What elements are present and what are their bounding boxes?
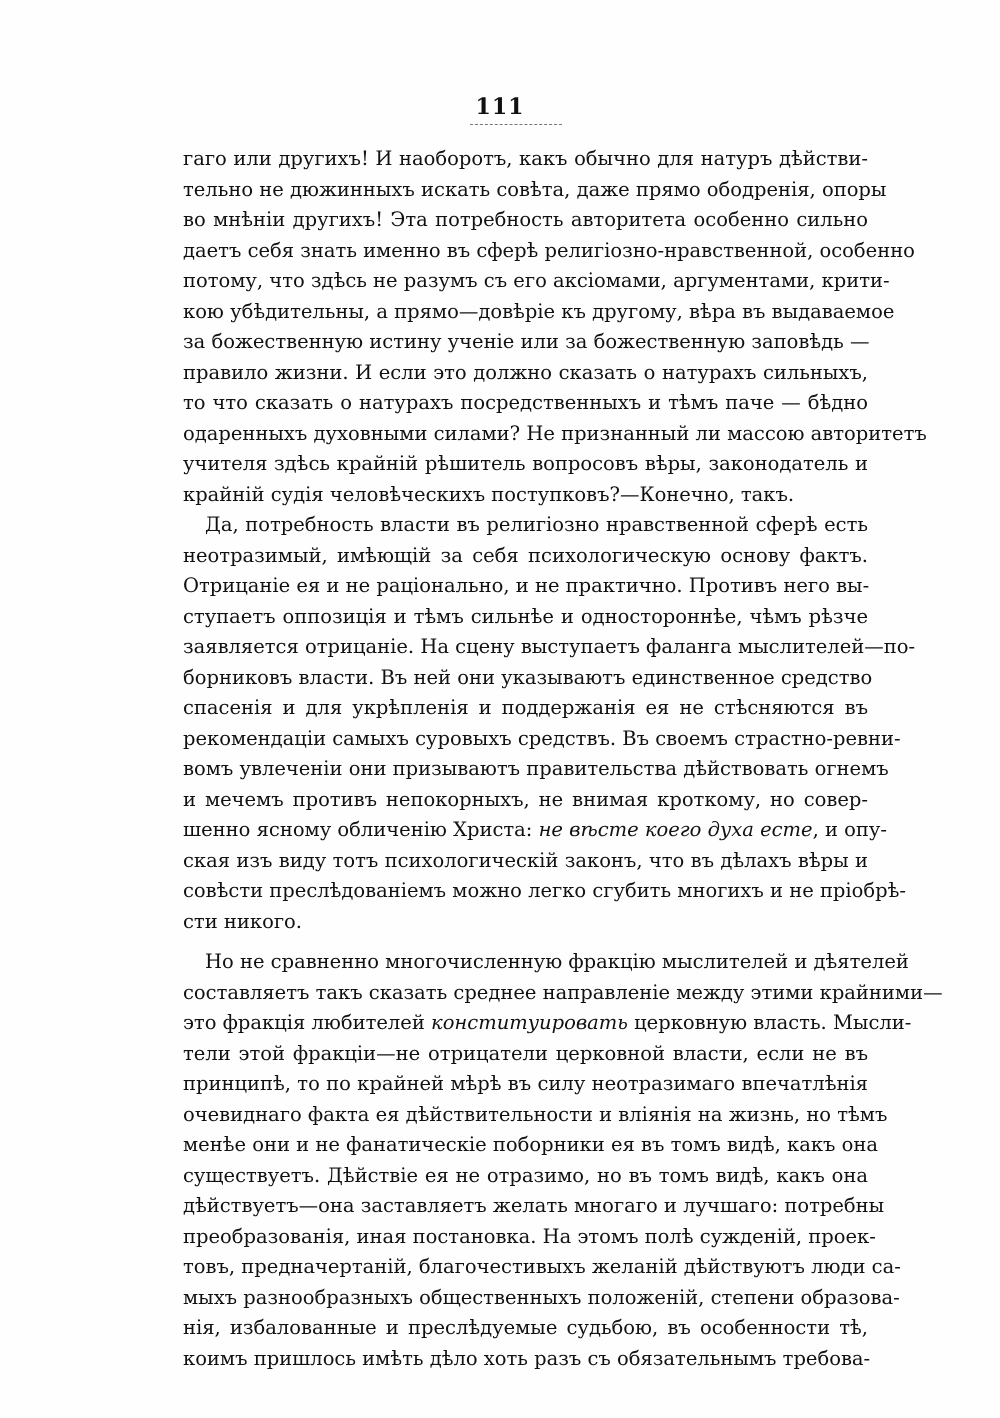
body-text: [183, 144, 943, 1374]
text-line: Отрицаніе ея и не раціонально, и не практично. Противъ него вы-: [183, 574, 870, 597]
text-line: дѣйствуетъ—она заставляетъ желать многаго и лучшаго: потребны: [183, 1194, 885, 1217]
text-line: преобразованія, иная постановка. На этомъ полѣ сужденій, проек-: [183, 1224, 876, 1248]
text-line: ступаетъ оппозиція и тѣмъ сильнѣе и одностороннѣе, чѣмъ рѣзче: [183, 604, 868, 628]
text-line: неотразимый, имѣющій за себя психологическую основу фактъ.: [183, 543, 868, 567]
paragraph-1: [183, 144, 927, 510]
text-line: то что сказать о натурахъ посредственныхъ и тѣмъ паче — бѣдно: [183, 391, 868, 414]
paragraph-3: [183, 947, 943, 1374]
italic-term: конституировать: [431, 1011, 628, 1034]
text-line: составляетъ такъ сказать среднее направленіе между этими крайними—: [183, 980, 943, 1004]
text-line: тели этой фракціи—не отрицатели церковной власти, если не въ: [183, 1041, 868, 1065]
text-line: сти никого.: [183, 909, 302, 933]
text-line: правило жизни. И если это должно сказать о натурахъ сильныхъ,: [183, 360, 868, 384]
text-line: заявляется отрицаніе. На сцену выступаетъ фаланга мыслителей—по-: [183, 635, 916, 658]
text-line: принципѣ, то по крайней мѣрѣ въ силу неотразимаго впечатлѣнія: [183, 1072, 868, 1095]
text-line: ская изъ виду тотъ психологическій законъ, что въ дѣлахъ вѣры и: [183, 848, 868, 872]
text-line: учителя здѣсь крайній рѣшитель вопросовъ вѣры, законодатель и: [183, 452, 868, 475]
text-line: [183, 1008, 912, 1039]
text-line: за божественную истину ученіе или за божественную заповѣдь —: [183, 330, 870, 353]
text-run: , и опу-: [812, 818, 887, 841]
text-run: шенно ясному обличенію Христа:: [183, 818, 533, 841]
text-line: мыхъ разнообразныхъ общественныхъ положеній, степени образова-: [183, 1285, 900, 1309]
text-line: рекомендаціи самыхъ суровыхъ средствъ. Въ своемъ страстно-ревни-: [183, 726, 901, 750]
text-line: Но не сравненно многочисленную фракцію мыслителей и дѣятелей: [205, 950, 909, 973]
text-line: борниковъ власти. Въ ней они указываютъ единственное средство: [183, 665, 873, 689]
text-line: товъ, предначертаній, благочестивыхъ желаній дѣйствуютъ люди са-: [183, 1255, 901, 1278]
italic-quote: не вѣсте коего духа есте: [538, 818, 813, 841]
text-line: спасенія и для укрѣпленія и поддержанія ея не стѣсняются въ: [183, 696, 868, 719]
text-line: тельно не дюжинныхъ искать совѣта, даже прямо ободренія, опоры: [183, 177, 887, 201]
text-line: очевиднаго факта ея дѣйствительности и вліянія на жизнь, но тѣмъ: [183, 1102, 888, 1126]
text-run: церковную власть. Мысли-: [634, 1011, 912, 1034]
text-line: существуетъ. Дѣйствіе ея не отразимо, но въ томъ видѣ, какъ она: [183, 1163, 868, 1187]
text-line: во мнѣніи другихъ! Эта потребность авторитета особенно сильно: [183, 208, 868, 231]
paragraph-2: [183, 510, 916, 937]
text-line: кою убѣдительны, а прямо—довѣріе къ другому, вѣра въ выдаваемое: [183, 299, 895, 323]
text-line: менѣе они и не фанатическіе поборники ея въ томъ видѣ, какъ она: [183, 1133, 878, 1156]
text-line: совѣсти преслѣдованіемъ можно легко сгубить многихъ и не пріобрѣ-: [183, 879, 906, 902]
text-line: даетъ себя знать именно въ сферѣ религіозно-нравственной, особенно: [183, 238, 915, 262]
page-number: 111: [475, 94, 525, 120]
text-line: одаренныхъ духовными силами? Не признанный ли массою авторитетъ: [183, 421, 927, 445]
text-line: крайній судія человѣческихъ поступковъ?—Конечно, такъ.: [183, 482, 795, 506]
text-line: потому, что здѣсь не разумъ съ его аксіомами, аргументами, крити-: [183, 269, 890, 292]
text-line: Да, потребность власти въ религіозно нравственной сферѣ есть: [205, 513, 868, 536]
text-line: гаго или другихъ! И наоборотъ, какъ обычно для натуръ дѣйстви-: [183, 147, 868, 170]
header-rule: [470, 124, 562, 125]
text-run: это фракція любителей: [183, 1011, 425, 1034]
text-line: и мечемъ противъ непокорныхъ, не внимая кроткому, но совер-: [183, 787, 868, 811]
text-line: вомъ увлеченіи они призываютъ правительства дѣйствовать огнемъ: [183, 757, 889, 780]
paragraph-gap: [183, 937, 868, 947]
text-line: нія, избалованные и преслѣдуемые судьбою, въ особенности тѣ,: [183, 1316, 868, 1339]
text-line: коимъ пришлось имѣть дѣло хоть разъ съ обязательнымъ требова-: [183, 1346, 871, 1370]
text-line: [183, 815, 887, 846]
